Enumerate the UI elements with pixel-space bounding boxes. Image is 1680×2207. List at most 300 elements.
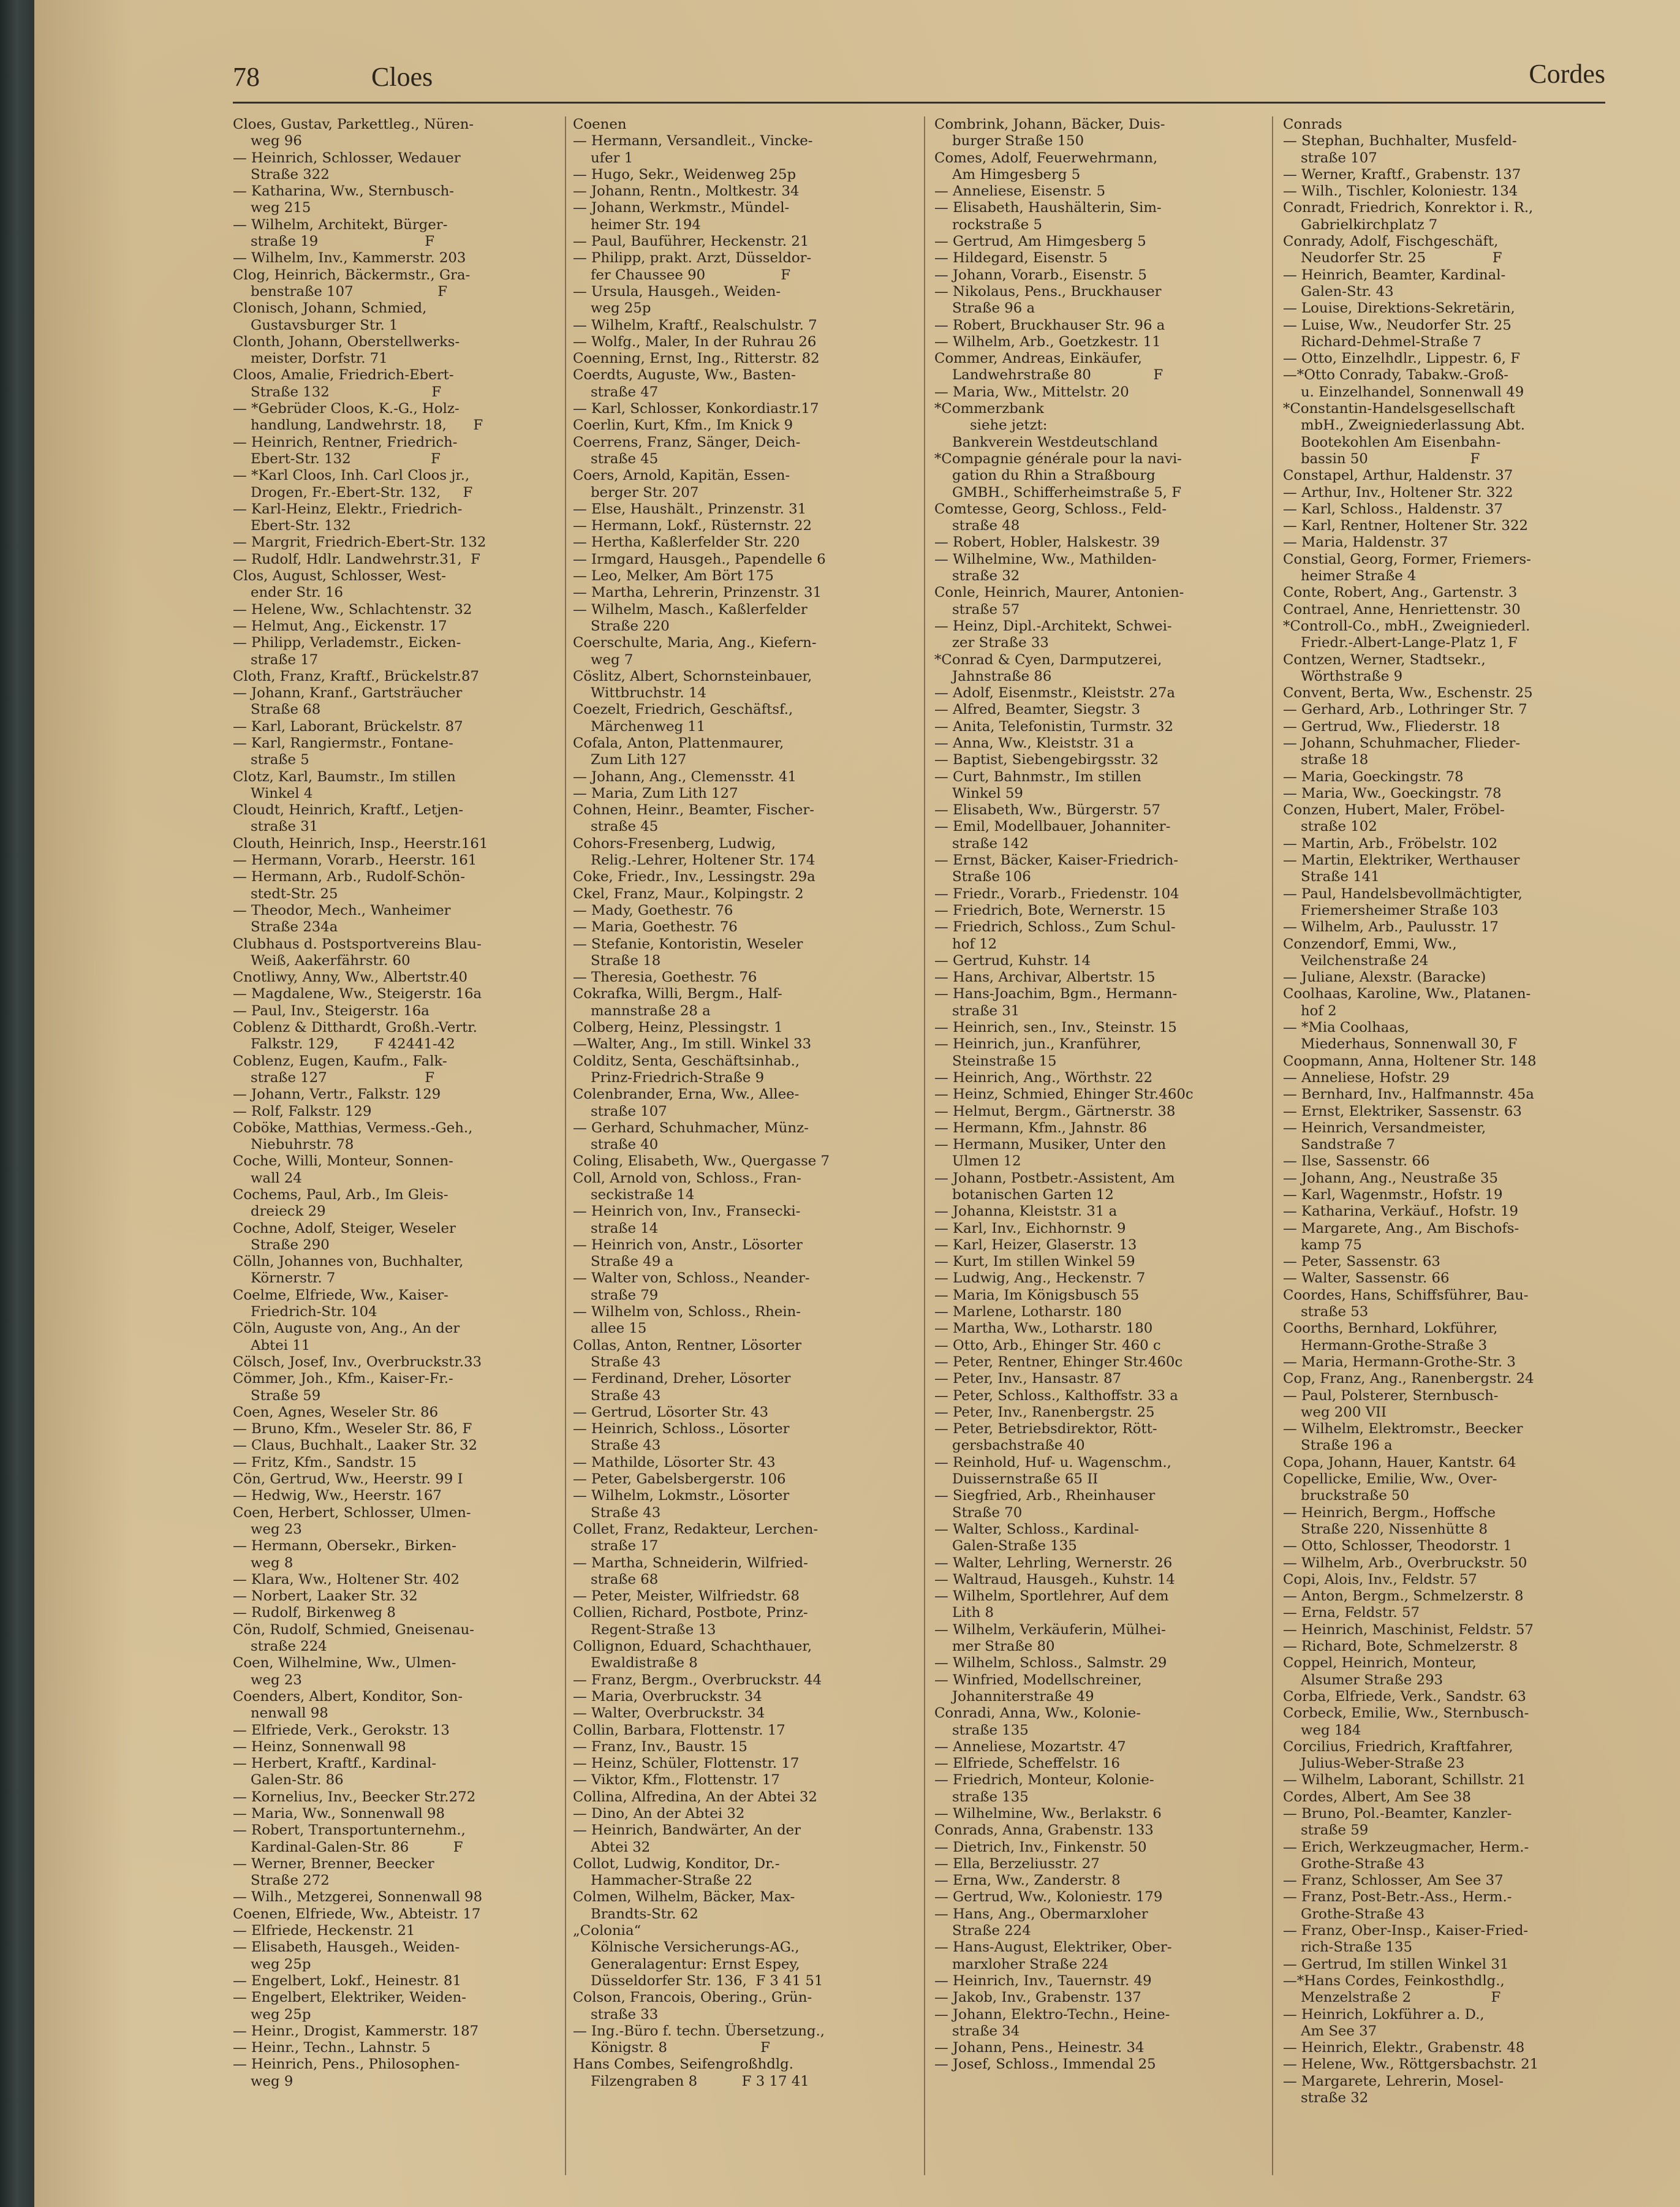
directory-entry-line: Colmen, Wilhelm, Bäcker, Max-: [573, 1889, 795, 1906]
directory-entry-line: weg 200 VII: [1283, 1404, 1387, 1420]
directory-entry-line: — Robert, Transportunternehm.,: [233, 1822, 466, 1839]
directory-entry-line: — Franz, Ober-Insp., Kaiser-Fried-: [1283, 1923, 1529, 1939]
directory-entry-line: Collin, Barbara, Flottenstr. 17: [573, 1722, 785, 1738]
directory-entry-line: Coezelt, Friedrich, Geschäftsf.,: [573, 702, 793, 718]
directory-entry-line: Conradt, Friedrich, Konrektor i. R.,: [1283, 200, 1534, 216]
directory-entry-line: Conradi, Anna, Ww., Kolonie-: [934, 1705, 1141, 1722]
directory-entry-line: straße 107: [573, 1103, 667, 1119]
directory-entry-line: Copi, Alois, Inv., Feldstr. 57: [1283, 1571, 1477, 1588]
directory-entry-line: —*Hans Cordes, Feinkosthdlg.,: [1283, 1972, 1505, 1989]
directory-entry-line: — Martha, Ww., Lotharstr. 180: [934, 1320, 1153, 1337]
directory-entry-line: Körnerstr. 7: [233, 1270, 336, 1287]
directory-entry-line: straße 79: [573, 1287, 659, 1303]
directory-entry-line: Cop, Franz, Ang., Ranenbergstr. 24: [1283, 1371, 1534, 1387]
directory-entry-line: — Hans-August, Elektriker, Ober-: [934, 1939, 1172, 1956]
directory-entry-line: Cochne, Adolf, Steiger, Weseler: [233, 1220, 456, 1236]
directory-entry-line: — Hans, Ang., Obermarxloher: [934, 1906, 1148, 1922]
directory-entry-line: — Magdalene, Ww., Steigerstr. 16a: [233, 986, 482, 1002]
directory-entry-line: — Else, Haushält., Prinzenstr. 31: [573, 501, 807, 517]
directory-entry-line: — Robert, Bruckhauser Str. 96 a: [934, 317, 1165, 333]
directory-entry-line: Straße 322: [233, 166, 330, 183]
directory-entry-line: Winkel 59: [934, 785, 1023, 801]
directory-entry-line: — Walter, Overbruckstr. 34: [573, 1705, 765, 1722]
directory-entry-line: — Gertrud, Kuhstr. 14: [934, 952, 1091, 969]
directory-entry-line: Straße 224: [934, 1923, 1031, 1939]
directory-entry-line: Märchenweg 11: [573, 718, 706, 735]
directory-entry-line: Straße 43: [573, 1387, 661, 1404]
directory-entry-line: Coböke, Matthias, Vermess.-Geh.,: [233, 1119, 473, 1136]
directory-entry-line: — Walter, Lehrling, Wernerstr. 26: [934, 1554, 1173, 1571]
directory-entry-line: Cochems, Paul, Arb., Im Gleis-: [233, 1187, 448, 1203]
directory-entry-line: Straße 272: [233, 1872, 330, 1889]
directory-entry-line: — Peter, Meister, Wilfriedstr. 68: [573, 1588, 800, 1605]
directory-entry-line: — Heinrich, Schloss., Lösorter: [573, 1421, 790, 1437]
directory-entry-line: fer Chaussee 90 F: [573, 267, 791, 283]
directory-entry-line: straße 68: [573, 1571, 659, 1588]
directory-entry-line: straße 135: [934, 1722, 1029, 1738]
directory-entry-line: Straße 234a: [233, 919, 338, 936]
directory-entry-line: — Heinr., Drogist, Kammerstr. 187: [233, 2023, 479, 2039]
directory-entry-line: — Anneliese, Hofstr. 29: [1283, 1069, 1450, 1086]
directory-entry-line: — Heinrich, Bandwärter, An der: [573, 1822, 801, 1839]
directory-entry-line: Julius-Weber-Straße 23: [1283, 1755, 1465, 1772]
directory-entry-line: — Franz, Post-Betr.-Ass., Herm.-: [1283, 1889, 1512, 1906]
directory-entry-line: Weiß, Aakerfährstr. 60: [233, 952, 411, 969]
directory-entry-line: Straße 106: [934, 869, 1031, 885]
directory-entry-line: Abtei 11: [233, 1337, 311, 1353]
directory-entry-line: bassin 50 F: [1283, 450, 1480, 467]
directory-entry-line: — Johann, Pens., Heinestr. 34: [934, 2040, 1145, 2056]
directory-entry-line: — Rudolf, Hdlr. Landwehrstr.31, F: [233, 551, 480, 567]
directory-entry-line: — Wilhelm, Inv., Kammerstr. 203: [233, 250, 466, 267]
directory-column-4: [1283, 116, 1608, 2163]
directory-entry-line: GMBH., Schifferheimstraße 5, F: [934, 484, 1182, 501]
directory-entry-line: — Wilhelm, Sportlehrer, Auf dem: [934, 1588, 1169, 1605]
directory-entry-line: — Franz, Schlosser, Am See 37: [1283, 1872, 1504, 1889]
directory-entry-line: — Wilhelm, Laborant, Schillstr. 21: [1283, 1772, 1526, 1789]
directory-entry-line: rich-Straße 135: [1283, 1939, 1413, 1956]
directory-entry-line: Commer, Andreas, Einkäufer,: [934, 350, 1142, 367]
directory-entry-line: Coblenz, Eugen, Kaufm., Falk-: [233, 1053, 447, 1069]
directory-entry-line: — Karl, Schlosser, Konkordiastr.17: [573, 401, 819, 417]
directory-entry-line: Colenbrander, Erna, Ww., Allee-: [573, 1086, 800, 1103]
directory-entry-line: gersbachstraße 40: [934, 1437, 1085, 1454]
directory-entry-line: straße 107: [1283, 150, 1377, 166]
directory-entry-line: Copa, Johann, Hauer, Kantstr. 64: [1283, 1454, 1516, 1471]
directory-entry-line: Abtei 32: [573, 1839, 651, 1855]
directory-entry-line: — Johann, Ang., Neustraße 35: [1283, 1170, 1498, 1186]
directory-entry-line: Bootekohlen Am Eisenbahn-: [1283, 434, 1501, 450]
directory-entry-line: — Alfred, Beamter, Siegstr. 3: [934, 702, 1140, 718]
directory-entry-line: — Erna, Feldstr. 57: [1283, 1605, 1420, 1621]
directory-entry-line: Cohors-Fresenberg, Ludwig,: [573, 835, 776, 852]
directory-entry-line: straße 47: [573, 384, 659, 400]
directory-entry-line: — Herbert, Kraftf., Kardinal-: [233, 1755, 437, 1772]
directory-entry-line: — Adolf, Eisenmstr., Kleiststr. 27a: [934, 685, 1175, 702]
directory-entry-line: — Heinrich, Rentner, Friedrich-: [233, 434, 458, 450]
directory-entry-line: Cömmer, Joh., Kfm., Kaiser-Fr.-: [233, 1371, 453, 1387]
directory-entry-line: Duissernstraße 65 II: [934, 1471, 1099, 1488]
directory-entry-line: — Walter, Schloss., Kardinal-: [934, 1521, 1139, 1537]
directory-entry-line: Cofala, Anton, Plattenmaurer,: [573, 735, 784, 751]
directory-entry-line: — Karl, Inv., Eichhornstr. 9: [934, 1220, 1126, 1236]
directory-entry-line: straße 33: [573, 2006, 659, 2023]
directory-entry-line: — Karl, Laborant, Brückelstr. 87: [233, 718, 463, 735]
directory-entry-line: Niebuhrstr. 78: [233, 1137, 354, 1153]
directory-entry-line: Coche, Willi, Monteur, Sonnen-: [233, 1153, 453, 1170]
directory-entry-line: — Martha, Lehrerin, Prinzenstr. 31: [573, 585, 822, 601]
directory-entry-line: Cöln, Auguste von, Ang., An der: [233, 1320, 460, 1337]
directory-entry-line: Combrink, Johann, Bäcker, Duis-: [934, 116, 1165, 132]
directory-entry-line: weg 23: [233, 1521, 302, 1537]
directory-entry-line: Friedr.-Albert-Lange-Platz 1, F: [1283, 635, 1518, 651]
directory-entry-line: — Gerhard, Schuhmacher, Münz-: [573, 1119, 809, 1136]
directory-entry-line: „Colonia“: [573, 1923, 641, 1939]
directory-entry-line: Comtesse, Georg, Schloss., Feld-: [934, 501, 1167, 517]
directory-entry-line: — Maria, Zum Lith 127: [573, 785, 738, 801]
directory-entry-line: — Werner, Kraftf., Grabenstr. 137: [1283, 166, 1521, 183]
directory-entry-line: Coenders, Albert, Konditor, Son-: [233, 1688, 463, 1705]
directory-entry-line: weg 8: [233, 1554, 293, 1571]
directory-entry-line: — Viktor, Kfm., Flottenstr. 17: [573, 1772, 780, 1789]
directory-entry-line: *Compagnie générale pour la navi-: [934, 450, 1182, 467]
directory-entry-line: — Hermann, Musiker, Unter den: [934, 1137, 1167, 1153]
directory-entry-line: — Heinr., Techn., Lahnstr. 5: [233, 2040, 431, 2056]
directory-entry-line: Contzen, Werner, Stadtsekr.,: [1283, 651, 1486, 668]
directory-entry-line: — Gertrud, Lösorter Str. 43: [573, 1404, 769, 1420]
directory-entry-line: — Stephan, Buchhalter, Musfeld-: [1283, 133, 1517, 150]
directory-entry-line: — Hermann, Arb., Rudolf-Schön-: [233, 869, 466, 885]
directory-entry-line: — *Mia Coolhaas,: [1283, 1020, 1409, 1036]
directory-entry-line: — Helene, Ww., Schlachtenstr. 32: [233, 601, 472, 618]
directory-entry-line: ufer 1: [573, 150, 634, 166]
directory-entry-line: — Hermann, Vorarb., Heerstr. 161: [233, 852, 477, 869]
directory-entry-line: — Martin, Elektriker, Werthauser: [1283, 852, 1520, 869]
directory-entry-line: — Elfriede, Heckenstr. 21: [233, 1923, 415, 1939]
directory-entry-line: weg 25p: [233, 2006, 311, 2023]
directory-entry-line: mer Straße 80: [934, 1638, 1055, 1655]
directory-entry-line: — Heinrich, jun., Kranführer,: [934, 1036, 1141, 1053]
directory-entry-line: — Friedrich, Bote, Wernerstr. 15: [934, 902, 1166, 918]
directory-entry-line: Clonisch, Johann, Schmied,: [233, 300, 427, 317]
directory-entry-line: Cokrafka, Willi, Bergm., Half-: [573, 986, 782, 1002]
directory-entry-line: — Wilhelm, Kraftf., Realschulstr. 7: [573, 317, 817, 333]
directory-entry-line: — Engelbert, Elektriker, Weiden-: [233, 1989, 466, 2006]
directory-entry-line: — Peter, Betriebsdirektor, Rött-: [934, 1421, 1157, 1437]
directory-entry-line: — Otto, Schlosser, Theodorstr. 1: [1283, 1538, 1512, 1554]
directory-entry-line: — Hertha, Kaßlerfelder Str. 220: [573, 534, 800, 551]
directory-entry-line: Wörthstraße 9: [1283, 668, 1403, 684]
directory-entry-line: — Maria, Goethestr. 76: [573, 919, 738, 936]
directory-entry-line: Straße 132 F: [233, 384, 442, 400]
directory-entry-line: Straße 290: [233, 1236, 330, 1253]
directory-entry-line: — Wilhelm, Lokmstr., Lösorter: [573, 1488, 790, 1504]
directory-entry-line: heimer Str. 194: [573, 216, 701, 233]
directory-entry-line: straße 31: [934, 1002, 1020, 1019]
directory-entry-line: — Dino, An der Abtei 32: [573, 1805, 745, 1822]
directory-entry-line: — Wilhelm, Elektromstr., Beecker: [1283, 1421, 1523, 1437]
directory-entry-line: Ebert-Str. 132 F: [233, 450, 441, 467]
directory-entry-line: — Hermann, Lokf., Rüsternstr. 22: [573, 518, 812, 534]
directory-entry-line: Straße 196 a: [1283, 1437, 1393, 1454]
directory-entry-line: kamp 75: [1283, 1236, 1362, 1253]
directory-entry-line: Cölsch, Josef, Inv., Overbruckstr.33: [233, 1353, 482, 1370]
directory-entry-line: — Hermann, Kfm., Jahnstr. 86: [934, 1119, 1148, 1136]
directory-entry-line: u. Einzelhandel, Sonnenwall 49: [1283, 384, 1524, 400]
directory-entry-line: Alsumer Straße 293: [1283, 1671, 1444, 1688]
right-running-head: Cordes: [1529, 59, 1605, 89]
directory-entry-line: — Friedr., Vorarb., Friedenstr. 104: [934, 885, 1179, 902]
directory-entry-line: — Bruno, Kfm., Weseler Str. 86, F: [233, 1421, 472, 1437]
directory-entry-line: — Heinrich, sen., Inv., Steinstr. 15: [934, 1020, 1177, 1036]
directory-entry-line: weg 25p: [573, 300, 651, 317]
directory-entry-line: straße 142: [934, 835, 1029, 852]
directory-entry-line: Conle, Heinrich, Maurer, Antonien-: [934, 585, 1184, 601]
directory-entry-line: — Theresia, Goethestr. 76: [573, 969, 757, 986]
directory-entry-line: — Elfriede, Scheffelstr. 16: [934, 1755, 1120, 1772]
directory-entry-line: — Anneliese, Mozartstr. 47: [934, 1738, 1126, 1755]
directory-entry-line: — Elisabeth, Haushälterin, Sim-: [934, 200, 1162, 216]
directory-entry-line: — Martha, Schneiderin, Wilfried-: [573, 1554, 808, 1571]
directory-entry-line: — *Karl Cloos, Inh. Carl Cloos jr.,: [233, 468, 470, 484]
directory-entry-line: Galen-Straße 135: [934, 1538, 1077, 1554]
directory-entry-line: — Arthur, Inv., Holtener Str. 322: [1283, 484, 1513, 501]
directory-entry-line: — Katharina, Verkäuf., Hofstr. 19: [1283, 1203, 1519, 1220]
directory-entry-line: Straße 141: [1283, 869, 1380, 885]
directory-entry-line: — Wilhelmine, Ww., Mathilden-: [934, 551, 1157, 567]
directory-entry-line: — Peter, Gabelsbergerstr. 106: [573, 1471, 786, 1488]
directory-entry-line: — Louise, Direktions-Sekretärin,: [1283, 300, 1515, 317]
directory-entry-line: — Karl, Rentner, Holtener Str. 322: [1283, 518, 1528, 534]
directory-entry-line: — Anneliese, Eisenstr. 5: [934, 183, 1106, 200]
directory-entry-line: Straße 59: [233, 1387, 321, 1404]
directory-entry-line: Hermann-Grothe-Straße 3: [1283, 1337, 1488, 1353]
directory-entry-line: Galen-Str. 86: [233, 1772, 344, 1789]
directory-entry-line: — Maria, Overbruckstr. 34: [573, 1688, 762, 1705]
directory-entry-line: Collien, Richard, Postbote, Prinz-: [573, 1605, 808, 1621]
directory-entry-line: — Johann, Rentn., Moltkestr. 34: [573, 183, 800, 200]
directory-entry-line: straße 59: [1283, 1822, 1369, 1839]
directory-entry-line: ender Str. 16: [233, 585, 344, 601]
directory-entry-line: — Franz, Bergm., Overbruckstr. 44: [573, 1671, 822, 1688]
directory-entry-line: — Claus, Buchhalt., Laaker Str. 32: [233, 1437, 478, 1454]
directory-entry-line: — Maria, Ww., Sonnenwall 98: [233, 1805, 445, 1822]
directory-entry-line: — Emil, Modellbauer, Johanniter-: [934, 819, 1171, 835]
directory-entry-line: Generalagentur: Ernst Espey,: [573, 1956, 800, 1972]
directory-entry-line: — Hugo, Sekr., Weidenweg 25p: [573, 166, 796, 183]
directory-entry-line: mbH., Zweigniederlassung Abt.: [1283, 417, 1525, 434]
directory-entry-line: Collas, Anton, Rentner, Lösorter: [573, 1337, 802, 1353]
directory-entry-line: Winkel 4: [233, 785, 313, 801]
directory-entry-line: Colberg, Heinz, Plessingstr. 1: [573, 1020, 783, 1036]
directory-entry-line: Drogen, Fr.-Ebert-Str. 132, F: [233, 484, 473, 501]
directory-entry-line: straße 135: [934, 1789, 1029, 1805]
directory-entry-line: — Wilhelm, Arb., Paulusstr. 17: [1283, 919, 1499, 936]
directory-entry-line: — Ernst, Elektriker, Sassenstr. 63: [1283, 1103, 1522, 1119]
directory-entry-line: — Heinrich, Bergm., Hoffsche: [1283, 1504, 1496, 1521]
directory-entry-line: —Walter, Ang., Im still. Winkel 33: [573, 1036, 812, 1053]
directory-entry-line: — Norbert, Laaker Str. 32: [233, 1588, 418, 1605]
directory-entry-line: — Hans, Archivar, Albertstr. 15: [934, 969, 1156, 986]
directory-entry-line: Colson, Francois, Obering., Grün-: [573, 1989, 812, 2006]
directory-column-3: [934, 116, 1262, 2163]
directory-entry-line: Richard-Dehmel-Straße 7: [1283, 333, 1481, 350]
directory-entry-line: Grothe-Straße 43: [1283, 1855, 1425, 1872]
directory-entry-line: — Wilh., Tischler, Koloniestr. 134: [1283, 183, 1518, 200]
directory-entry-line: weg 7: [573, 651, 634, 668]
directory-entry-line: — Friedrich, Monteur, Kolonie-: [934, 1772, 1154, 1789]
directory-entry-line: Coenning, Ernst, Ing., Ritterstr. 82: [573, 350, 820, 367]
directory-entry-line: — Otto, Einzelhdlr., Lippestr. 6, F: [1283, 350, 1521, 367]
directory-entry-line: Corba, Elfriede, Verk., Sandstr. 63: [1283, 1688, 1526, 1705]
directory-entry-line: — Maria, Ww., Mittelstr. 20: [934, 384, 1129, 400]
directory-entry-line: Coerschulte, Maria, Ang., Kiefern-: [573, 635, 817, 651]
directory-entry-line: straße 14: [573, 1220, 659, 1236]
directory-entry-line: Coen, Herbert, Schlosser, Ulmen-: [233, 1504, 471, 1521]
directory-entry-line: — Margarete, Lehrerin, Mosel-: [1283, 2073, 1504, 2089]
directory-entry-line: — Heinrich von, Anstr., Lösorter: [573, 1236, 803, 1253]
directory-entry-line: — Engelbert, Lokf., Heinestr. 81: [233, 1972, 462, 1989]
page-number: 78: [233, 62, 260, 92]
directory-entry-line: — Reinhold, Huf- u. Wagenschm.,: [934, 1454, 1171, 1471]
directory-entry-line: — Mathilde, Lösorter Str. 43: [573, 1454, 776, 1471]
directory-entry-line: Falkstr. 129, F 42441-42: [233, 1036, 455, 1053]
directory-entry-line: — Curt, Bahnmstr., Im stillen: [934, 768, 1141, 785]
directory-entry-line: Friedrich-Str. 104: [233, 1304, 377, 1320]
directory-entry-line: — Peter, Inv., Hansastr. 87: [934, 1371, 1122, 1387]
directory-entry-line: Relig.-Lehrer, Holtener Str. 174: [573, 852, 815, 869]
directory-entry-line: — Anton, Bergm., Schmelzerstr. 8: [1283, 1588, 1524, 1605]
column-divider-2: [924, 116, 925, 2175]
directory-entry-line: Straße 96 a: [934, 300, 1035, 317]
directory-entry-line: — Siegfried, Arb., Rheinhauser: [934, 1488, 1156, 1504]
directory-entry-line: straße 19 F: [233, 233, 435, 250]
directory-entry-line: — Ursula, Hausgeh., Weiden-: [573, 283, 781, 300]
directory-entry-line: — Karl-Heinz, Elektr., Friedrich-: [233, 501, 463, 517]
directory-entry-line: — Heinz, Dipl.-Architekt, Schwei-: [934, 618, 1172, 634]
directory-entry-line: — Rolf, Falkstr. 129: [233, 1103, 372, 1119]
directory-entry-line: Clubhaus d. Postsportvereins Blau-: [233, 936, 482, 952]
directory-entry-line: meister, Dorfstr. 71: [233, 350, 388, 367]
directory-entry-line: — Robert, Hobler, Halskestr. 39: [934, 534, 1160, 551]
directory-entry-line: straße 48: [934, 518, 1020, 534]
directory-entry-line: — Erna, Ww., Zanderstr. 8: [934, 1872, 1121, 1889]
directory-entry-line: — Philipp, prakt. Arzt, Düsseldor-: [573, 250, 812, 267]
directory-entry-line: Convent, Berta, Ww., Eschenstr. 25: [1283, 685, 1533, 702]
directory-entry-line: straße 57: [934, 601, 1020, 618]
directory-entry-line: — Wilhelm, Arb., Overbruckstr. 50: [1283, 1554, 1527, 1571]
directory-entry-line: Comes, Adolf, Feuerwehrmann,: [934, 150, 1158, 166]
directory-entry-line: — Werner, Brenner, Beecker: [233, 1855, 434, 1872]
directory-entry-line: — Paul, Bauführer, Heckenstr. 21: [573, 233, 809, 250]
directory-entry-line: hof 2: [1283, 1002, 1337, 1019]
directory-entry-line: — Jakob, Inv., Grabenstr. 137: [934, 1989, 1141, 2006]
column-divider-3: [1272, 116, 1273, 2175]
directory-entry-line: Conzendorf, Emmi, Ww.,: [1283, 936, 1457, 952]
directory-entry-line: dreieck 29: [233, 1203, 326, 1220]
directory-entry-line: — Wolfg., Maler, In der Ruhrau 26: [573, 333, 817, 350]
directory-entry-line: weg 23: [233, 1671, 302, 1688]
directory-entry-line: — Leo, Melker, Am Bört 175: [573, 568, 774, 585]
directory-entry-line: Ebert-Str. 132: [233, 518, 351, 534]
directory-entry-line: Straße 220, Nissenhütte 8: [1283, 1521, 1488, 1537]
directory-entry-line: — Dietrich, Inv., Finkenstr. 50: [934, 1839, 1147, 1855]
directory-entry-line: nenwall 98: [233, 1705, 328, 1722]
directory-entry-line: — Juliane, Alexstr. (Baracke): [1283, 969, 1486, 986]
directory-entry-line: — Gertrud, Im stillen Winkel 31: [1283, 1956, 1509, 1972]
directory-entry-line: burger Straße 150: [934, 133, 1084, 150]
directory-entry-line: Menzelstraße 2 F: [1283, 1989, 1501, 2006]
directory-entry-line: Neudorfer Str. 25 F: [1283, 250, 1502, 267]
directory-entry-line: — Bernhard, Inv., Halfmannstr. 45a: [1283, 1086, 1534, 1103]
directory-entry-line: Ckel, Franz, Maur., Kolpingstr. 2: [573, 885, 804, 902]
directory-entry-line: Galen-Str. 43: [1283, 283, 1394, 300]
directory-entry-line: — Stefanie, Kontoristin, Weseler: [573, 936, 803, 952]
directory-entry-line: — Fritz, Kfm., Sandstr. 15: [233, 1454, 417, 1471]
directory-entry-line: Contrael, Anne, Henriettenstr. 30: [1283, 601, 1521, 618]
directory-entry-line: — Gertrud, Am Himgesberg 5: [934, 233, 1146, 250]
directory-entry-line: — Ferdinand, Dreher, Lösorter: [573, 1371, 791, 1387]
directory-entry-line: Straße 220: [573, 618, 670, 634]
directory-entry-line: — Helmut, Ang., Eickenstr. 17: [233, 618, 447, 634]
directory-entry-line: botanischen Garten 12: [934, 1187, 1114, 1203]
directory-entry-line: Brandts-Str. 62: [573, 1906, 698, 1922]
book-binding-edge: [0, 0, 37, 2207]
directory-entry-line: Straße 43: [573, 1504, 661, 1521]
directory-entry-line: Clotz, Karl, Baumstr., Im stillen: [233, 768, 456, 785]
directory-entry-line: — Wilh., Metzgerei, Sonnenwall 98: [233, 1889, 483, 1906]
directory-entry-line: straße 31: [233, 819, 319, 835]
directory-entry-line: — Ludwig, Ang., Heckenstr. 7: [934, 1270, 1146, 1287]
directory-entry-line: — Hermann, Obersekr., Birken-: [233, 1538, 456, 1554]
directory-entry-line: — Heinrich, Elektr., Grabenstr. 48: [1283, 2040, 1525, 2056]
directory-entry-line: seckistraße 14: [573, 1187, 695, 1203]
directory-entry-line: — Heinrich, Ang., Wörthstr. 22: [934, 1069, 1153, 1086]
directory-entry-line: Regent-Straße 13: [573, 1621, 716, 1638]
directory-entry-line: Clonth, Johann, Oberstellwerks-: [233, 333, 460, 350]
directory-entry-line: benstraße 107 F: [233, 283, 448, 300]
directory-entry-line: Coenen, Elfriede, Ww., Abteistr. 17: [233, 1906, 481, 1922]
directory-entry-line: allee 15: [573, 1320, 647, 1337]
directory-entry-line: Ulmen 12: [934, 1153, 1021, 1170]
directory-entry-line: — Wilhelm, Schloss., Salmstr. 29: [934, 1655, 1167, 1671]
directory-entry-line: — Ella, Berzeliusstr. 27: [934, 1855, 1100, 1872]
directory-entry-line: — Heinrich, Lokführer a. D.,: [1283, 2006, 1485, 2023]
directory-entry-line: Clog, Heinrich, Bäckermstr., Gra-: [233, 267, 471, 283]
directory-entry-line: Coppel, Heinrich, Monteur,: [1283, 1655, 1477, 1671]
directory-entry-line: Coopmann, Anna, Holtener Str. 148: [1283, 1053, 1537, 1069]
header-rule: [233, 102, 1605, 104]
directory-entry-line: Cohnen, Heinr., Beamter, Fischer-: [573, 802, 815, 819]
directory-entry-line: — Hans-Joachim, Bgm., Hermann-: [934, 986, 1178, 1002]
directory-entry-line: Königstr. 8 F: [573, 2040, 770, 2056]
directory-entry-line: — Hedwig, Ww., Heerstr. 167: [233, 1488, 442, 1504]
directory-entry-line: Clouth, Heinrich, Insp., Heerstr.161: [233, 835, 488, 852]
directory-entry-line: — Helene, Ww., Röttgersbachstr. 21: [1283, 2056, 1539, 2073]
directory-entry-line: Coenen: [573, 116, 627, 132]
directory-entry-line: — Heinrich, Inv., Tauernstr. 49: [934, 1972, 1152, 1989]
directory-entry-line: Steinstraße 15: [934, 1053, 1057, 1069]
directory-entry-line: Ewaldistraße 8: [573, 1655, 698, 1671]
directory-entry-line: Gabrielkirchplatz 7: [1283, 216, 1438, 233]
directory-entry-line: Colditz, Senta, Geschäftsinhab.,: [573, 1053, 800, 1069]
directory-entry-line: rockstraße 5: [934, 216, 1043, 233]
directory-entry-line: — Karl, Heizer, Glaserstr. 13: [934, 1236, 1137, 1253]
directory-entry-line: — Heinz, Schmied, Ehinger Str.460c: [934, 1086, 1194, 1103]
directory-entry-line: berger Str. 207: [573, 484, 699, 501]
directory-entry-line: — Paul, Handelsbevollmächtigter,: [1283, 885, 1523, 902]
directory-entry-line: — Heinrich, Pens., Philosophen-: [233, 2056, 460, 2073]
